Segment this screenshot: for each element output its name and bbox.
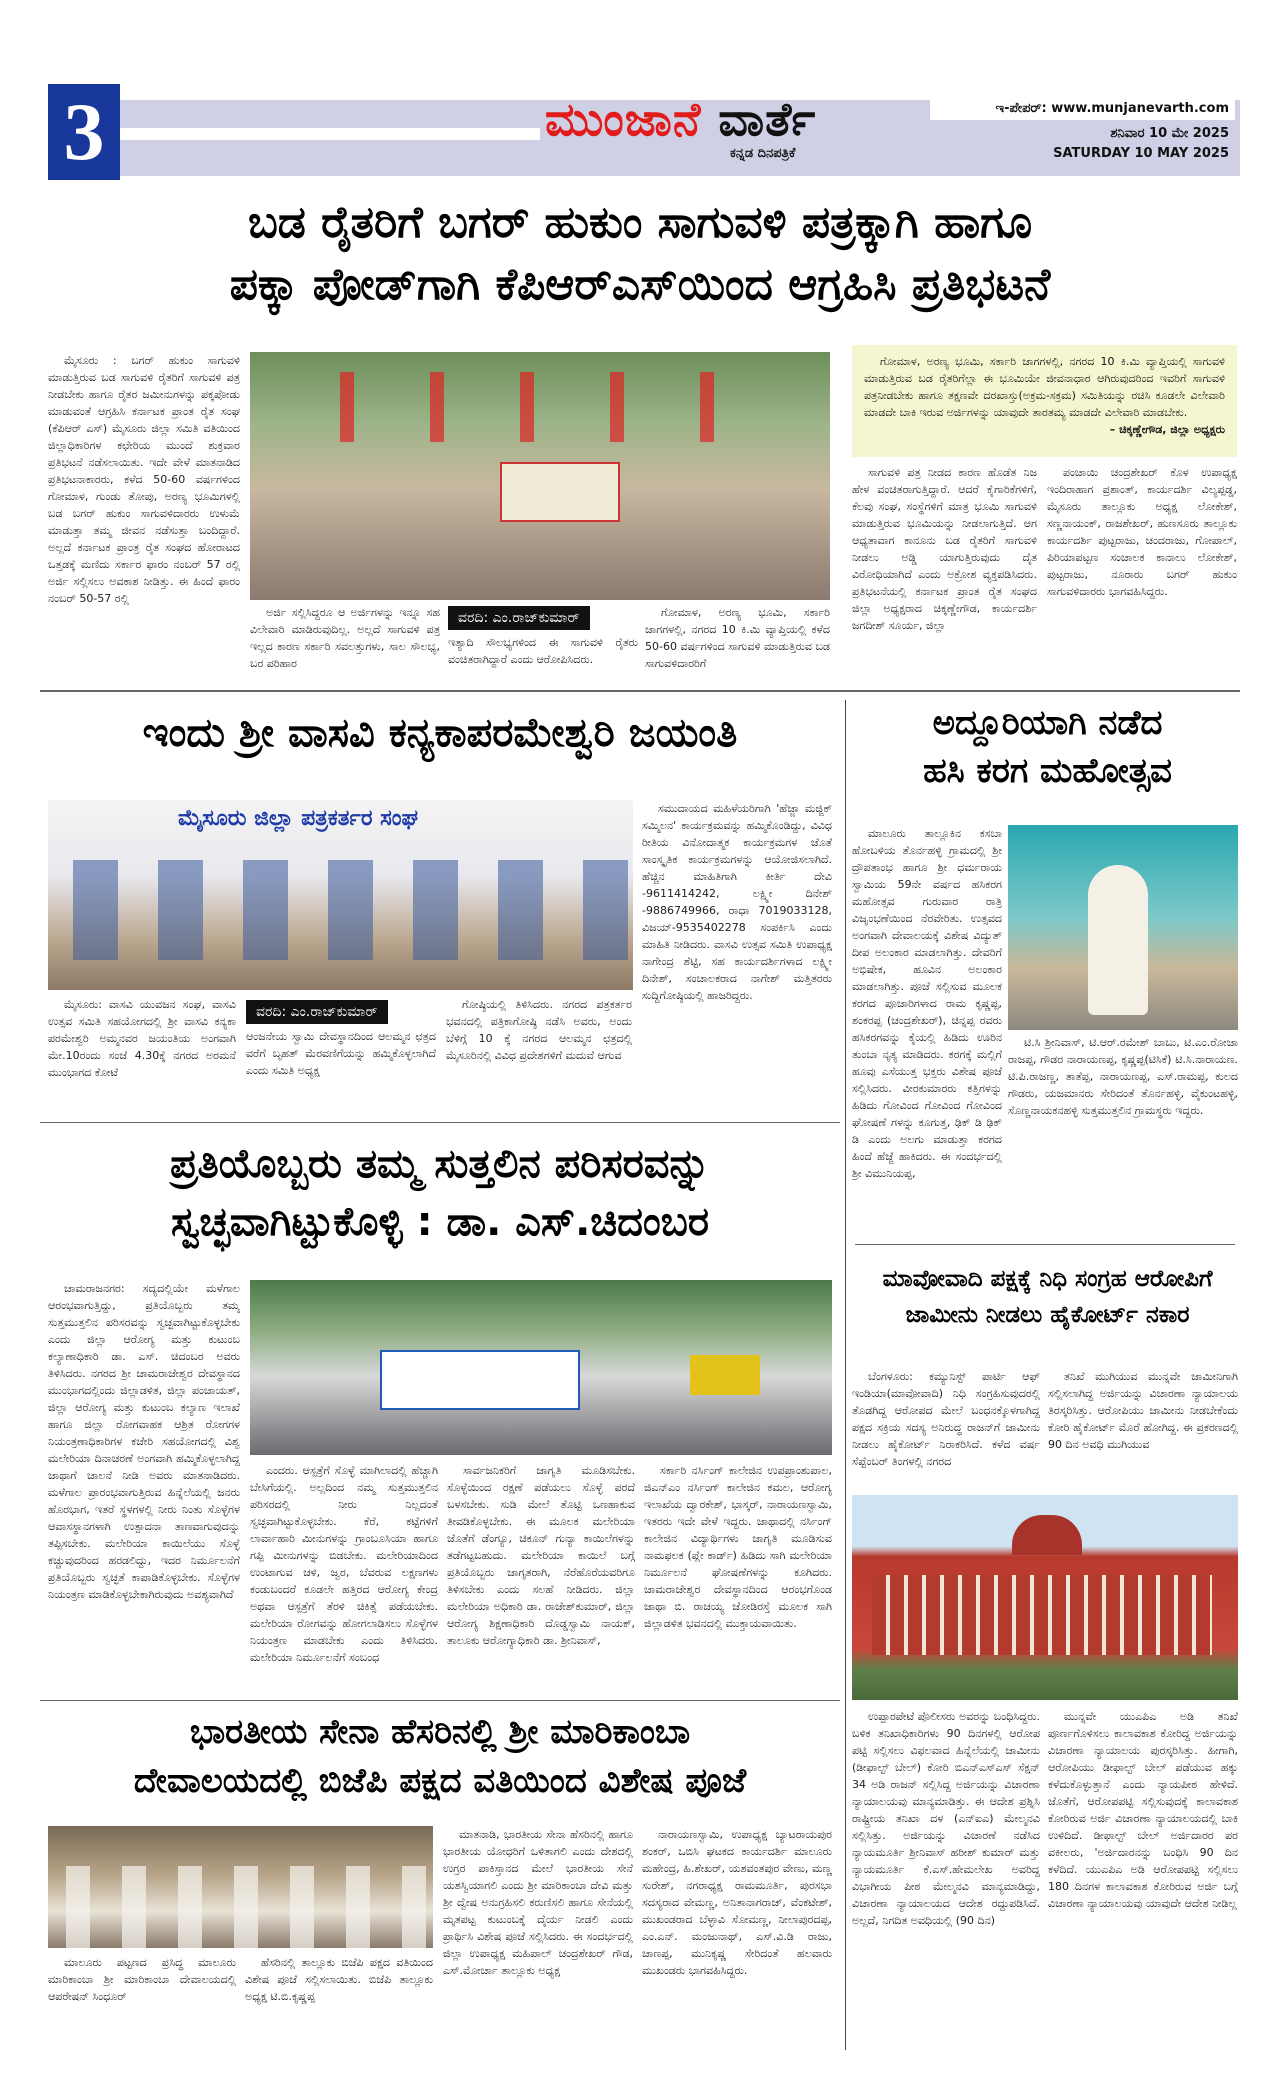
column-divider [845, 700, 846, 2050]
paragraph: ಅರ್ಜಿ ಸಲ್ಲಿಸಿದ್ದರೂ ಆ ಅರ್ಜಿಗಳನ್ನು ಇನ್ನೂ ಸಹ ವಿಲೇವಾರಿ ಮಾಡಿರುವುದಿಲ್ಲ. ಅಲ್ಲದೆ ಸಾಗುವಳಿ ಪತ್ರ ಇಲ್ಲದ ಕಾರಣ ಸರ್ಕಾರಿ ಸವಲತ್ತುಗಳು, ಸಾಲ ಸೌಲಭ್ಯ, ಬರ ಪರಿಹಾರ [250, 606, 440, 670]
protest-banner [500, 462, 620, 522]
article2-col1 [48, 996, 236, 1114]
high-court-photo [852, 1495, 1238, 1700]
headline-line: ಅದ್ದೂರಿಯಾಗಿ ನಡೆದ [932, 703, 1163, 743]
section-divider [40, 690, 1240, 692]
article1-col3: ಇತ್ಯಾದಿ ಸೌಲಭ್ಯಗಳಿಂದ ಈ ಸಾಗುವಳಿ ರೈತರು ವಂಚಿತರಾಗಿದ್ದಾರೆ ಎಂದು ಆರೋಪಿಸಿದರು. [448, 636, 638, 666]
headline-line: ಪ್ರತಿಯೊಬ್ಬರು ತಮ್ಮ ಸುತ್ತಲಿನ ಪರಿಸರವನ್ನು [170, 1141, 710, 1187]
paragraph: ಮೈಸೂರು : ಬಗರ್ ಹುಕುಂ ಸಾಗುವಳಿ ಮಾಡುತ್ತಿರುವ ಬಡ ಸಾಗುವಳಿ ರೈತರಿಗೆ ಸಾಗುವಳಿ ಪತ್ರ ನೀಡಬೇಕು ಹಾಗೂ ರೈತರ ಜಮೀನುಗಳನ್ನು ಪಕ್ಕಪೋಡು ಮಾಡುವಂತೆ ಆಗ್ರಹಿಸಿ ಕರ್ನಾಟಕ ಪ್ರಾಂತ ರೈತ ಸಂಘ (ಕೆಪಿಆರ್ ಎಸ್) ಮೈಸೂರು ಜಿಲ್ಲಾ ಸಮಿತಿ ವತಿಯಿಂದ ಜಿಲ್ಲಾಧಿಕಾರಿಗಳ ಕಛೇರಿಯ ಮುಂದೆ ಶುಕ್ರವಾರ ಪ್ರತಿಭಟನೆ ನಡೆಸಲಾಯಿತು. ಇದೇ ವೇಳೆ ಮಾತನಾಡಿದ ಪ್ರತಿಭಟನಾಕಾರರು, ಕಳೆದ 50-60 ವರ್ಷಗಳಿಂದ ಗೋಮಾಳ, ಗುಂಡು ತೋಪು, ಅರಣ್ಯ ಭೂಮಿಗಳಲ್ಲಿ ಬಡ ಬಗರ್ ಹುಕುಂ ಸಾಗುವಳಿದಾರರು ಉಳುಮೆ ಮಾಡುತ್ತಾ ತಮ್ಮ ಜೀವನ ನಡೆಸುತ್ತಾ ಬಂದಿದ್ದಾರೆ. ಅಲ್ಲದೆ ಕರ್ನಾಟಕ ಪ್ರಾಂತ್ರ ರೈತ ಸಂಘದ ಹೋರಾಟದ ಒತ್ತಡಕ್ಕೆ ಮಣಿದು ಸರ್ಕಾರ ಫಾರಂ ನಂಬರ್ 57 ರಲ್ಲಿ ಅರ್ಜಿ ಸಲ್ಲಿಸಲು ಅವಕಾಶ ನೀಡಿತ್ತು. ಈ ಹಿಂದೆ ಫಾರಂ ನಂಬರ್ 50-57 ರಲ್ಲಿ [48, 354, 240, 605]
logo-part2: ವಾರ್ತೆ [718, 92, 817, 146]
article4-col3 [447, 1462, 635, 1692]
protest-photo [250, 352, 830, 600]
article5-headline [855, 1262, 1240, 1333]
headline-line: ಮಾವೋವಾದಿ ಪಕ್ಷಕ್ಕೆ ನಿಧಿ ಸಂಗ್ರಹ ಆರೋಪಿಗೆ [882, 1266, 1213, 1292]
paragraph: ಗೋಮಾಳ, ಅರಣ್ಯ ಭೂಮಿ, ಸರ್ಕಾರಿ ಜಾಗಗಳಲ್ಲಿ, ನಗರದ 10 ಕಿ.ಮಿ ವ್ಯಾಪ್ತಿಯಲ್ಲಿ ಕಳೆದ 50-60 ವರ್ಷಗಳಿಂದ ಸಾಗುವಳಿ ಮಾಡುತ್ತಿರುವ ಬಡ ಸಾಗುವಳಿದಾರರಿಗೆ [645, 606, 830, 670]
article6-headline [40, 1708, 840, 1807]
article2-byline-block [246, 1000, 436, 1108]
article4-headline [40, 1135, 840, 1251]
paragraph: ಸರ್ಕಾರಿ ನರ್ಸಿಂಗ್ ಕಾಲೇಜಿನ ಉಪಪ್ರಾಂಶುಪಾಲ, ಜಿಎನ್‌ಎಂ ನರ್ಸಿಂಗ್ ಕಾಲೇಜಿನ ಕಮಲ, ಆರೋಗ್ಯ ಇಲಾಖೆಯ ದ್ವಾರಕೇಶ್, ಭಾಸ್ಕರ್, ನಾರಾಯಣಸ್ವಾಮಿ, ಇತರರು ಇದೇ ವೇಳೆ ಇದ್ದರು. ಜಾಥಾದಲ್ಲಿ ನರ್ಸಿಂಗ್ ಕಾಲೇಜಿನ ವಿದ್ಯಾರ್ಥಿಗಳು ಜಾಗೃತಿ ಮೂಡಿಸುವ ನಾಮಫಲಕ (ಪ್ಲೇ ಕಾರ್ಡ್) ಹಿಡಿದು ಸಾಗಿ ಮಲೇರಿಯಾ ನಿರ್ಮೂಲನೆ ಘೋಷಣೆಗಳನ್ನು ಕೂಗಿದರು. ಚಾಮರಾಜೇಶ್ವರ ದೇವಸ್ಥಾನದಿಂದ ಆರಂಭಗೊಂಡ ಜಾಥಾ ಬಿ. ರಾಚಯ್ಯ ಜೋಡಿರಸ್ತೆ ಮೂಲಕ ಸಾಗಿ ಜಿಲ್ಲಾಡಳಿತ ಭವನದಲ್ಲಿ ಮುಕ್ತಾಯವಾಯಿತು. [644, 1464, 832, 1630]
article4-col4 [644, 1462, 832, 1692]
article2-col4 [642, 800, 832, 1115]
vasavi-press-photo [48, 800, 633, 990]
issue-date [930, 124, 1235, 164]
paragraph: ಎಂದರು. ಆಸ್ಪತ್ರೆಗೆ ಸೊಳ್ಳೆ ಮಾಗಿಲಾದಲ್ಲಿ ಹೆಚ್ಚಾಗಿ ಬೇಸಿಗೆಯಲ್ಲಿ. ಅಲ್ಲದಿಂದ ನಮ್ಮ ಸುತ್ತಮುತ್ತಲಿನ ಪರಿಸರದಲ್ಲಿ ನೀರು ನಿಲ್ಲದಂತೆ ಸ್ವಚ್ಛವಾಗಿಟ್ಟುಕೊಳ್ಳಬೇಕು. ಕೆರೆ, ಕಟ್ಟೆಗಳಿಗೆ ಲಾರ್ವಾಹಾರಿ ಮೀನುಗಳನ್ನು ಗ್ರಾಂಬೂಸಿಯಾ ಹಾಗೂ ಗಪ್ಪಿ ಮೀನುಗಳನ್ನು ಬಿಡಬೇಕು. ಮಲೇರಿಯಾದಿಂದ ಉಂಟಾಗುವ ಚಳಿ, ಜ್ವರ, ಬೆವರುವ ಲಕ್ಷಣಗಳು ಕಂಡುಬಂದರೆ ಕೂಡಲೇ ಹತ್ತಿರದ ಆರೋಗ್ಯ ಕೇಂದ್ರ ಅಥವಾ ಆಸ್ಪತ್ರೆಗೆ ತೆರಳಿ ಚಿಕಿತ್ಸೆ ಪಡೆಯಬೇಕು. ಮಲೇರಿಯಾ ರೋಗವನ್ನು ಹೋಗಲಾಡಿಸಲು ಸೊಳ್ಳೆಗಳ ನಿಯಂತ್ರಣ ಮಾಡಬೇಕು ಎಂದು ತಿಳಿಸಿದರು. ಮಲೇರಿಯಾ ನಿರ್ಮೂಲನೆಗೆ ಸಂಬಂಧ [250, 1464, 438, 1664]
paragraph: ಮಾತನಾಡಿ, ಭಾರತೀಯ ಸೇನಾ ಹೆಸರಿನಲ್ಲಿ ಹಾಗೂ ಭಾರತೀಯ ಯೋಧರಿಗೆ ಒಳಿತಾಗಲಿ ಎಂದು ದೇಶದಲ್ಲಿ ಉಗ್ರರ ಪಾಕಿಸ್ತಾನದ ಮೇಲೆ ಭಾರತೀಯ ಸೇನೆ ಯಶಸ್ವಿಯಾಗಲಿ ಎಂದು ಶ್ರೀ ಮಾರಿಕಾಂಬಾ ದೇವಿ ಮತ್ತು ಶ್ರೀ ದ್ವೇಷ ಅನುಗ್ರಹಿಸಲಿ ಕರುಣಿಸಲಿ ಹಾಗೂ ಸೇನೆಯಲ್ಲಿ ಮೃತಪಟ್ಟ ಕುಟುಂಬಕ್ಕೆ ದೈರ್ಯ ನೀಡಲಿ ಎಂದು ಪ್ರಾರ್ಥಿಸಿ ವಿಶೇಷ ಪೂಜೆ ಸಲ್ಲಿಸಿದರು. ಈ ಸಂದರ್ಭದಲ್ಲಿ ಜಿಲ್ಲಾ ಉಪಾಧ್ಯಕ್ಷ ಮಹಿಪಾಲ್ ಚಂದ್ರಶೇಖರ್ ಗೌಡ, ಎಸ್.ಮೋರ್ಚಾ ತಾಲ್ಲೂಕು ಅಧ್ಯಕ್ಷ [443, 1828, 633, 1977]
paragraph: ಮುನ್ನವೇ ಯುಎಪಿಎ ಅಡಿ ತನಿಖೆ ಪೂರ್ಣಗೊಳಿಸಲು ಕಾಲಾವಕಾಶ ಕೋರಿದ್ದ ಅರ್ಜಿಯನ್ನು ವಿಚಾರಣಾ ನ್ಯಾಯಾಲಯ ಪುರಸ್ಕರಿಸಿತ್ತು. ಹೀಗಾಗಿ, ಆರೋಪಿಯು ಡೀಫಾಲ್ಟ್ ಬೇಲ್ ಪಡೆಯುವ ಹಕ್ಕು ಕಳೆದುಕೊಳ್ಳುತ್ತಾನೆ ಎಂದು ನ್ಯಾಯಪೀಠ ಹೇಳಿದೆ. ಜೊತೆಗೆ, ಆರೋಪಪಟ್ಟಿ ಸಲ್ಲಿಸುವುದಕ್ಕೆ ಕಾಲಾವಕಾಶ ಕೋರಿರುವ ಅರ್ಜಿ ವಿಚಾರಣಾ ನ್ಯಾಯಾಲಯದಲ್ಲಿ ಬಾಕಿ ಉಳಿದಿದೆ. ಡೀಫಾಲ್ಟ್ ಬೇಲ್ ಅರ್ಜಿದಾರರ ಪರ ವಕೀಲರು, 'ಅರ್ಜಿದಾರನನ್ನು ಬಂಧಿಸಿ 90 ದಿನ ಕಳೆದಿದೆ. ಯುಎಪಿಎ ಅಡಿ ಆರೋಪಪಟ್ಟಿ ಸಲ್ಲಿಸಲು 180 ದಿನಗಳ ಕಾಲಾವಕಾಶ ಕೋರಿರುವ ಅರ್ಜಿ ಬಗ್ಗೆ ವಿಚಾರಣಾ ನ್ಯಾಯಾಲಯವು ಯಾವುದೇ ಆದೇಶ ನೀಡಿಲ್ಲ [1048, 1710, 1238, 1910]
quote-text: ಗೋಮಾಳ, ಅರಣ್ಯ ಭೂಮಿ, ಸರ್ಕಾರಿ ಜಾಗಗಳಲ್ಲಿ, ನಗರದ 10 ಕಿ.ಮಿ ವ್ಯಾಪ್ತಿಯಲ್ಲಿ ಸಾಗುವಳಿ ಮಾಡುತ್ತಿರುವ ಬಡ ರೈತರಿಗೆಲ್ಲಾ ಈ ಭೂಮಿಯೇ ಜೀವನಾಧಾರ ಆಗಿರುವುದರಿಂದ ಇವರಿಗೆ ಸಾಗುವಳಿ ಪತ್ರನೀಡಬೇಕು ಹಾಗೂ ತಕ್ಷಣವೇ ದರಖಾಸ್ತು(ಅಕ್ರಮ-ಸಕ್ರಮ) ಸಮಿತಿಯನ್ನು ರಚಿಸಿ ಕೂಡಲೇ ವಿಲೇವಾರಿ ಮಾಡದೇ ಬಾಕಿ ಇರುವ ಅರ್ಜಿಗಳನ್ನು ಯಾವುದೇ ತಾರತಮ್ಯ ಮಾಡದೇ ವಿಲೇವಾರಿ ಮಾಡಬೇಕು. [864, 355, 1225, 419]
article6-caption2 [245, 1954, 433, 2014]
paragraph: ಉಪ್ಪಾರಪೇಟೆ ಪೊಲೀಸರು ಅವರನ್ನು ಬಂಧಿಸಿದ್ದರು. ಬಳಿಕ ತನಿಖಾಧಿಕಾರಿಗಳು 90 ದಿನಗಳಲ್ಲಿ ಆರೋಪ ಪಟ್ಟಿ ಸಲ್ಲಿಸಲು ವಿಫಲವಾದ ಹಿನ್ನೆಲೆಯಲ್ಲಿ ಜಾಮೀನು (ಡೀಫಾಲ್ಟ್ ಬೇಲ್) ಕೋರಿ ಬಿಎನ್ಎಸ್ಎಸ್ ಸೆಕ್ಷನ್ 34 ಅಡಿ ರಾಜನ್ ಸಲ್ಲಿಸಿದ್ದ ಅರ್ಜಿಯನ್ನು ವಿಚಾರಣಾ ನ್ಯಾಯಾಲಯವು ಮಾನ್ಯಮಾಡಿತ್ತು. ಈ ಆದೇಶ ಪ್ರಶ್ನಿಸಿ ರಾಷ್ಟ್ರೀಯ ತನಿಖಾ ದಳ (ಎನ್ಐಎ) ಮೇಲ್ಮನವಿ ಸಲ್ಲಿಸಿತ್ತು. ಅರ್ಜಿಯನ್ನು ವಿಚಾರಣೆ ನಡೆಸಿದ ನ್ಯಾಯಮೂರ್ತಿ ಶ್ರೀನಿವಾಸ್ ಹರೀಶ್ ಕುಮಾರ್ ಮತ್ತು ನ್ಯಾಯಮೂರ್ತಿ ಕೆ.ಎಸ್.ಹೇಮಲೇಖ ಅವರಿದ್ದ ವಿಭಾಗೀಯ ಪೀಠ ಮೇಲ್ಮನವಿ ಮಾನ್ಯಮಾಡಿದ್ದು, ವಿಚಾರಣಾ ನ್ಯಾಯಾಲಯದ ಆದೇಶ ರದ್ದುಪಡಿಸಿದೆ. ಅಲ್ಲದೆ, ನಿಗದಿತ ಅವಧಿಯಲ್ಲಿ (90 ದಿನ) [852, 1710, 1040, 1927]
court-columns [872, 1575, 1212, 1655]
date-english: SATURDAY 10 MAY 2025 [1053, 146, 1229, 161]
red-flags [290, 372, 790, 442]
paragraph: ನಾರಾಯಣಸ್ವಾಮಿ, ಉಪಾಧ್ಯಕ್ಷ ಬ್ಯಾಟರಾಯಪುರ ಶಂಕರ್, ಒಬಿಸಿ ಘಟಕದ ಕಾರ್ಯದರ್ಶಿ ಮಾಲೂರು ಮಹೇಂದ್ರ, ಹಿ.ಶೇಖರ್, ಯಶವಂತಪುರ ವೇಣು, ಮಣ್ಣ ಸುರೇಶ್, ನಗರಾಧ್ಯಕ್ಷ ರಾಮಮೂರ್ತಿ, ಪುರಸಭಾ ಸದಸ್ಯರಾದ ವೇಮಣ್ಣ, ಅನಿತಾನಾಗರಾಜ್, ವೆಂಕಟೇಶ್, ಮುಖಂಡರಾದ ಬೆಳ್ಳಾವಿ ಸೋಮಣ್ಣ, ನೀಲಾಪುರದಪ್ಪ, ಎಂ.ಎನ್. ಮಂಜುನಾಥ್, ಎಸ್.ವಿ.ಡಿ ರಾಜು, ಚಾಣಪ್ಪ, ಮುನಿಕೃಷ್ಣ ಸೇರಿದಂತೆ ಹಲವಾರು ಮುಖಂಡರು ಭಾಗವಹಿಸಿದ್ದರು. [642, 1828, 832, 1977]
section-divider [855, 1244, 1235, 1245]
banner-text: ಮೈಸೂರು ಜಿಲ್ಲಾ ಪತ್ರಕರ್ತರ ಸಂಘ [178, 806, 419, 831]
paragraph: ಸಮುದಾಯದ ಮಹಿಳೆಯರಿಗಾಗಿ 'ಹೆಜ್ಜಾ ಮಜ್ಜಿಕ್ ಸಮ್ಮಿಲನ' ಕಾರ್ಯಕ್ರಮವನ್ನು ಹಮ್ಮಿಕೊಂಡಿದ್ದು, ವಿವಿಧ ರೀತಿಯ ವಿನೋದಾತ್ಮಕ ಕಾರ್ಯಕ್ರಮಗಳ ಜೊತೆ ಸಾಂಸ್ಕೃತಿಕ ಕಾರ್ಯಕ್ರಮಗಳನ್ನು ಆಯೋಜಿಸಲಾಗಿದೆ. ಹೆಚ್ಚಿನ ಮಾಹಿತಿಗಾಗಿ ಕೀರ್ತಿ ದೇವಿ -9611414242, ಲಕ್ಷ್ಮೀ ದಿನೇಶ್ -9886749966, ರಾಧಾ 7019033128, ವಿಜಯ್-9535402278 ಸಂಪರ್ಕಿಸಿ ಎಂದು ಮಾಹಿತಿ ನೀಡಿದರು. ವಾಸವಿ ಉತ್ಸವ ಸಮಿತಿ ಉಪಾಧ್ಯಕ್ಷ ನಾಗೇಂದ್ರ ಶೆಟ್ಟಿ, ಸಹ ಕಾರ್ಯದರ್ಶಿಗಳಾದ ಲಕ್ಷ್ಮೀ ದಿನೇಶ್, ಸಂಚಾಲಕರಾದ ನಾಗೇಶ್ ಮತ್ತಿತರರು ಸುದ್ದಿಗೋಷ್ಠಿಯಲ್ಲಿ ಹಾಜರಿದ್ದರು. [642, 802, 832, 1002]
rally-banner [380, 1350, 580, 1410]
pull-quote [852, 345, 1237, 457]
malaria-rally-photo [250, 1280, 832, 1455]
headline-line: ಸ್ವಚ್ಛವಾಗಿಟ್ಟುಕೊಳ್ಳಿ : ಡಾ. ಎಸ್.ಚಿದಂಬರ [171, 1199, 709, 1245]
people-group [48, 1866, 433, 1948]
paragraph: ಬೆಂಗಳೂರು: ಕಮ್ಯುನಿಸ್ಟ್ ಪಾರ್ಟಿ ಆಫ್ ಇಂಡಿಯಾ(ಮಾವೋವಾದಿ) ನಿಧಿ ಸಂಗ್ರಹಿಸುವುದರಲ್ಲಿ ತೊಡಗಿದ್ದ ಆರೋಪದ ಮೇಲೆ ಬಂಧನಕ್ಕೊಳಗಾಗಿದ್ದ ಪಕ್ಷದ ಸಕ್ರಿಯ ಸದಸ್ಯ ಅನಿರುದ್ಧ ರಾಜನ್‌ಗೆ ಜಾಮೀನು ನೀಡಲು ಹೈಕೋರ್ಟ್ ನಿರಾಕರಿಸಿದೆ. ಕಳೆದ ವರ್ಷ ಸೆಪ್ಟೆಂಬರ್ ತಿಂಗಳಲ್ಲಿ ನಗರದ [852, 1370, 1040, 1468]
article6-col1 [443, 1826, 633, 2048]
paragraph: ಗೋಷ್ಠಿಯಲ್ಲಿ ತಿಳಿಸಿದರು. ನಗರದ ಪತ್ರಕರ್ತರ ಭವನದಲ್ಲಿ ಪತ್ರಿಕಾಗೋಷ್ಠಿ ನಡೆಸಿ ಅವರು, ಅಂದು ಬೆಳಿಗ್ಗೆ 10 ಕ್ಕೆ ನಗರದ ಆಲಮ್ಮನ ಛತ್ರದಲ್ಲಿ ಮೈಸೂರಿನಲ್ಲಿ ವಿವಿಧ ಪ್ರದೇಶಗಳಿಗೆ ಮದುವೆ ಆಗುವ [446, 998, 632, 1062]
article2-col3 [446, 996, 632, 1114]
article3-col1 [852, 825, 1002, 1230]
article1-col2 [250, 604, 440, 676]
date-kannada: ಶನಿವಾರ 10 ಮೇ 2025 [1110, 126, 1229, 141]
temple-puja-photo [48, 1826, 433, 1948]
article3-col2 [1008, 1034, 1238, 1230]
article6-caption1 [48, 1954, 236, 2014]
logo-part1: ಮುಂಜಾನೆ [545, 92, 702, 146]
paragraph: ಮಾಲೂರು ತಾಲ್ಲೂಕಿನ ಕಸಬಾ ಹೋಬಳಿಯ ತೊರ್ನಹಳ್ಳಿ ಗ್ರಾಮದಲ್ಲಿ ಶ್ರೀ ದ್ರೌಪತಾಂಭ ಹಾಗೂ ಶ್ರೀ ಧರ್ಮರಾಯ ಸ್ವಾಮಿಯ 59ನೇ ವರ್ಷದ ಹಸಿಕರಗ ಮಹೋತ್ಸವ ಗುರುವಾರ ರಾತ್ರಿ ವಿಜೃಂಭಣೆಯಿಂದ ನೆರವೇರಿತು. ಉತ್ಸವದ ಅಂಗವಾಗಿ ದೇವಾಲಯಕ್ಕೆ ವಿಶೇಷ ವಿದ್ಯುತ್ ದೀಪ ಅಲಂಕಾರ ಮಾಡಲಾಗಿತ್ತು. ದೇವರಿಗೆ ಅಭಿಷೇಕ, ಹೂವಿನ ಅಲಂಕಾರ ಮಾಡಲಾಗಿತ್ತು. ಪೂಜೆ ಸಲ್ಲಿಸುವ ಮೂಲಕ ಕರಗದ ಪೂಜಾರಿಗಳಾದ ರಾಮ ಕೃಷ್ಣಪ್ಪ, ಶಂಕರಪ್ಪ (ಚಂದ್ರಶೇಖರ್), ಚಿನ್ನಪ್ಪ ರವರು ಹಸಿಕರಗವನ್ನು ಕೈಯಲ್ಲಿ ಹಿಡಿದು ಊರಿನ ತುಂಬಾ ನೃತ್ಯ ಮಾಡಿದರು. ಕರಗಕ್ಕೆ ಮಲ್ಲಿಗೆ ಹೂವು ಎಸೆಯುತ್ತ ಭಕ್ತರು ವಿಶೇಷ ಪೂಜೆ ಸಲ್ಲಿಸಿದರು. ವೀರಕುಮಾರರು ಕತ್ತಿಗಳನ್ನು ಹಿಡಿದು ಗೋವಿಂದ ಗೋವಿಂದ ಗೋವಿಂದ ಘೋಷಣೆ ಗಳನ್ನು ಕೂಗುತ್ತ, ಢಿಕ್ ಡಿ ಢಿಕ್ ಡಿ ಎಂದು ಅಲಗು ಮಾಡುತ್ತಾ ಕರಗದ ಹಿಂದೆ ಹೆಜ್ಜೆ ಹಾಕಿದರು. ಈ ಸಂದರ್ಭದಲ್ಲಿ ಶ್ರೀ ವಿಮುನಿಯಪ್ಪ, [852, 827, 1002, 1180]
article2-col2: ಆಂಜನೇಯ ಸ್ವಾಮಿ ದೇವಸ್ಥಾನದಿಂದ ಆಲಮ್ಮನ ಛತ್ರದ ವರೆಗೆ ಬೃಹತ್ ಮೆರವಣಿಗೆಯನ್ನು ಹಮ್ಮಿಕೊಳ್ಳಲಾಗಿದೆ ಎಂದು ಸಮಿತಿ ಅಧ್ಯಕ್ಷ [246, 1030, 436, 1077]
yellow-banner [690, 1355, 760, 1395]
newspaper-logo [545, 92, 816, 148]
article2-headline: ಇಂದು ಶ್ರೀ ವಾಸವಿ ಕನ್ಯಕಾಪರಮೇಶ್ವರಿ ಜಯಂತಿ [142, 710, 738, 756]
byline: ವರದಿ: ಎಂ.ರಾಜ್‌ಕುಮಾರ್ [448, 606, 590, 630]
headline-line: ದೇವಾಲಯದಲ್ಲಿ ಬಿಜೆಪಿ ಪಕ್ಷದ ವತಿಯಿಂದ ವಿಶೇಷ ಪೂಜೆ [133, 1761, 747, 1802]
paragraph: ಸಾರ್ವಜನಿಕರಿಗೆ ಜಾಗೃತಿ ಮೂಡಿಸಬೇಕು. ಸೊಳ್ಳೆಯಿಂದ ರಕ್ಷಣೆ ಪಡೆಯಲು ಸೊಳ್ಳೆ ಪರದೆ ಬಳಸಬೇಕು. ಸುಡಿ ಮೇಲೆ ತೊಟ್ಟಿ ಒಣಹಾಕುವ ತೀವಡಿಕೊಳ್ಳಬೇಕು. ಈ ಮೂಲಕ ಮಲೇರಿಯಾ ಜೊತೆಗೆ ಡೆಂಗ್ಯೂ, ಚಿಕೂನ್ ಗುನ್ಯಾ ಕಾಯಿಲೆಗಳನ್ನು ತಡೆಗಟ್ಟಬಹುದು. ಮಲೇರಿಯಾ ಕಾಯಿಲೆ ಬಗ್ಗೆ ಪ್ರತಿಯೊಬ್ಬರು ಜಾಗೃತರಾಗಿ, ನೆರೆಹೊರೆಯವರಿಗೂ ತಿಳಿಸಬೇಕು ಎಂದು ಸಲಹೆ ನೀಡಿದರು. ಜಿಲ್ಲಾ ಮಲೇರಿಯಾ ಅಧಿಕಾರಿ ಡಾ. ರಾಜೇಶ್‌ಕುಮಾರ್, ಜಿಲ್ಲಾ ಆರೋಗ್ಯ ಶಿಕ್ಷಣಾಧಿಕಾರಿ ದೊಡ್ಡಸ್ವಾಮಿ ನಾಯಕ್, ತಾಲೂಕು ಆರೋಗ್ಯಾಧಿಕಾರಿ ಡಾ. ಶ್ರೀನಿವಾಸ್, [447, 1464, 635, 1647]
article1-headline [40, 192, 1240, 315]
section-divider [40, 1700, 840, 1701]
headline-line: ಬಡ ರೈತರಿಗೆ ಬಗರ್ ಹುಕುಂ ಸಾಗುವಳಿ ಪತ್ರಕ್ಕಾಗಿ ಹಾಗೂ [247, 197, 1033, 248]
section-divider [40, 1122, 840, 1123]
headline-line: ಹಸಿ ಕರಗ ಮಹೋತ್ಸವ [923, 750, 1172, 791]
paragraph: ಸಾಗುವಳಿ ಪತ್ರ ನೀಡದ ಕಾರಣ ಹೊಡೆತ ನಿಜ ಹೇಳ ವಂಚಿತರಾಗುತ್ತಿದ್ದಾರೆ. ಆದರೆ ಕೈಗಾರಿಕೆಗಳಿಗೆ, ಕೆಲವು ಸಂಘ, ಸಂಸ್ಥೆಗಳಿಗೆ ಮಾತ್ರ ಭೂಮಿ ಸಾಗುವಳಿ ಮಾಡುತ್ತಿರುವ ಭೂಮಿಯನ್ನು ನೀಡಲಾಗುತ್ತಿದೆ. ಆಗ ಆಧ್ಯತಾವಾಗ ಕಾನೂನು ಬಡ ರೈತರಿಗೆ ಸಾಗುವಳಿ ನೀಡಲು ಅಡ್ಡಿ ಯಾಗುತ್ತಿರುವುದು ದೈತ ವಿರೋಧಿಯಾಗಿದೆ ಎಂದು ಅಕ್ರೋಶ ವ್ಯಕ್ತಪಡಿಸಿದರು. ಪ್ರತಿಭಟನೆಯಲ್ಲಿ ಕರ್ನಾಟಕ ಪ್ರಾಂತ ರೈತ ಸಂಘದ ಜಿಲ್ಲಾ ಅಧ್ಯಕ್ಷರಾದ ಚಿಕ್ಕಣ್ಣೇಗೌಡ, ಕಾರ್ಯದರ್ಶಿ ಜಗದೀಶ್ ಸೂರ್ಯ, ಜಿಲ್ಲಾ [852, 466, 1037, 632]
article6-col2 [642, 1826, 832, 2048]
article1-col5 [852, 464, 1037, 676]
karaga-figure [1088, 865, 1148, 1015]
headline-line: ಜಾಮೀನು ನೀಡಲು ಹೈಕೋರ್ಟ್ ನಕಾರ [905, 1301, 1190, 1328]
court-dome [1012, 1515, 1082, 1555]
paragraph: ಪಂಚಾಯಿ ಚಂದ್ರಶೇಖರ್ ಕೊಳ ಉಪಾಧ್ಯಕ್ಷ ಇಂದಿರಾಹಾಗ ಪ್ರಶಾಂತ್, ಕಾರ್ಯದರ್ಶಿ ವಿಲ್ಯಪ್ಪಡ್ಡ, ಮೈಸೂರು ತಾಲ್ಲೂಕು ಅಧ್ಯಕ್ಷ ಲೋಕೇಶ್, ಸಣ್ಣನಾಯಂಕ್, ರಾಜಶೇಖರ್, ಹುಣಸೂರು ತಾಲ್ಲೂಕು ಕಾರ್ಯದರ್ಶಿ ಪುಟ್ಟರಾಜು, ಚಂದರಾಜು, ಗೋಪಾಲ್, ಪಿರಿಯಾಪಟ್ಟಣ ಸಂಚಾಲಕ ಕಾನಾಲು ಲೋಕೇಶ್, ಪುಟ್ಟರಾಜು, ನೂರಾರು ಬಗರ್ ಹುಕುಂ ಸಾಗುವಳಿದಾರರು ಭಾಗವಹಿಸಿದ್ದರು. [1047, 466, 1237, 598]
article5-col3 [852, 1708, 1040, 2053]
article4-col2 [250, 1462, 438, 1692]
tagline: ಕನ್ನಡ ದಿನಪತ್ರಿಕೆ [730, 146, 796, 161]
article4-col1 [48, 1280, 240, 1692]
paragraph: ಮಾಲೂರು ಪಟ್ಟಣದ ಪ್ರಸಿದ್ಧ ಮಾಲೂರು ಮಾರಿಕಾಂಬಾ ಶ್ರೀ ಮಾರಿಕಾಂಬಾ ದೇವಾಲಯದಲ್ಲಿ ಆಪರೇಷನ್ ಸಿಂಧೂರ್ [48, 1956, 236, 2003]
article5-col4 [1048, 1708, 1238, 2053]
paragraph: ಟಿ.ಸಿ ಶ್ರೀನಿವಾಸ್, ಟಿ.ಆರ್.ರಮೇಶ್ ಬಾಬು, ಟಿ.ಎಂ.ರೋಜಾ ರಾಜಪ್ಪ, ಗೌಡರ ನಾರಾಯಣಪ್ಪ, ಕೃಷ್ಣಪ್ಪ(ಟಿಸಿಕೆ) ಟಿ.ಸಿ.ನಾರಾಯಣ. ಟಿ.ಪಿ.ರಾಜಣ್ಣ, ತಾತೆಪ್ಪ, ನಾರಾಯಣಪ್ಪ, ಎಸ್.ರಾಮಪ್ಪ, ಕುಲದ ಗೌಡರು, ಯಜಮಾನರು ಸೇರಿದಂತೆ ತೊರ್ನಹಳ್ಳಿ, ವೈಕುಂಟಹಳ್ಳಿ, ಸೊಣ್ಣನಾಯಕನಹಳ್ಳಿ ಸುತ್ತಮುತ್ತಲಿನ ಗ್ರಾಮಸ್ಥರು ಇದ್ದರು. [1008, 1036, 1238, 1117]
people-group [48, 860, 633, 960]
masthead-rule [120, 128, 540, 140]
paragraph: ಹೆಸರಿನಲ್ಲಿ ತಾಲ್ಲೂಕು ಬಿಜೆಪಿ ಪಕ್ಷದ ವತಿಯಿಂದ ವಿಶೇಷ ಪೂಜೆ ಸಲ್ಲಿಸಲಾಯಿತು. ಬಿಜೆಪಿ ತಾಲ್ಲೂಕು ಅಧ್ಯಕ್ಷ ಟಿ.ಬಿ.ಕೃಷ್ಣಪ್ಪ [245, 1956, 433, 2003]
headline-line: ಭಾರತೀಯ ಸೇನಾ ಹೆಸರಿನಲ್ಲಿ ಶ್ರೀ ಮಾರಿಕಾಂಬಾ [189, 1712, 691, 1752]
article3-headline [855, 700, 1240, 795]
article1-col1 [48, 352, 240, 677]
article5-col1 [852, 1368, 1040, 1490]
byline: ವರದಿ: ಎಂ.ರಾಜ್‌ಕುಮಾರ್ [246, 1000, 388, 1024]
quote-author: – ಚಿಕ್ಕಣ್ಣೇಗೌಡ, ಜಿಲ್ಲಾ ಅಧ್ಯಕ್ಷರು [1109, 423, 1225, 436]
article1-col4 [645, 604, 830, 676]
karaga-photo [1008, 825, 1238, 1030]
headline-line: ಪಕ್ಕಾ ಪೋಡ್‌ಗಾಗಿ ಕೆಪಿಆರ್‌ಎಸ್‌ಯಿಂದ ಆಗ್ರಹಿಸಿ ಪ್ರತಿಭಟನೆ [229, 258, 1051, 310]
website-link[interactable]: ಇ-ಪೇಪರ್: www.munjanevarth.com [930, 98, 1235, 120]
paragraph: ಮೈಸೂರು: ವಾಸವಿ ಯುವಜನ ಸಂಘ, ವಾಸವಿ ಉತ್ಸವ ಸಮಿತಿ ಸಹಯೋಗದಲ್ಲಿ ಶ್ರೀ ವಾಸವಿ ಕನ್ಯಕಾ ಪರಮೇಶ್ವರಿ ಅಮ್ಮನವರ ಜಯಂತಿಯ ಅಂಗವಾಗಿ ಮೇ.10ರಂದು ಸಂಜೆ 4.30ಕ್ಕೆ ನಗರದ ಅರಮನೆ ಮುಂಭಾಗದ ಕೋಟೆ [48, 998, 236, 1079]
article1-byline-block [448, 606, 638, 668]
article1-col6 [1047, 464, 1237, 676]
article5-col2 [1048, 1368, 1238, 1490]
paragraph: ಚಾಮರಾಜನಗರ: ಸದ್ಯದಲ್ಲಿಯೇ ಮಳೆಗಾಲ ಆರಂಭವಾಗುತ್ತಿದ್ದು, ಪ್ರತಿಯೊಬ್ಬರು ತಮ್ಮ ಸುತ್ತಮುತ್ತಲಿನ ಪರಿಸರವನ್ನು ಸ್ವಚ್ಛವಾಗಿಟ್ಟುಕೊಳ್ಳಬೇಕು ಎಂದು ಜಿಲ್ಲಾ ಆರೋಗ್ಯ ಮತ್ತು ಕುಟುಂಬ ಕಲ್ಯಾಣಾಧಿಕಾರಿ ಡಾ. ಎಸ್. ಚಿದಂಬರ ಅವರು ತಿಳಿಸಿದರು. ನಗರದ ಶ್ರೀ ಚಾಮರಾಜೇಶ್ವರ ದೇವಸ್ಥಾನದ ಮುಂಭಾಗದಲ್ಲಿಂದು ಜಿಲ್ಲಾಡಳಿತ, ಜಿಲ್ಲಾ ಪಂಚಾಯತ್, ಜಿಲ್ಲಾ ಆರೋಗ್ಯ ಮತ್ತು ಕುಟುಂಬ ಕಲ್ಯಾಣ ಇಲಾಖೆ ಹಾಗೂ ಜಿಲ್ಲಾ ರೋಗವಾಹಕ ಆಶ್ರಿತ ರೋಗಗಳ ನಿಯಂತ್ರಣಾಧಿಕಾರಿಗಳ ಕಚೇರಿ ಸಹಯೋಗದಲ್ಲಿ ವಿಶ್ವ ಮಲೇರಿಯಾ ದಿನಾಚರಣೆ ಅಂಗವಾಗಿ ಹಮ್ಮಿಕೊಳ್ಳಲಾಗಿದ್ದ ಜಾಥಾಗೆ ಚಾಲನೆ ನೀಡಿ ಅವರು ಮಾತನಾಡಿದರು. ಮಳೆಗಾಲ ಪ್ರಾರಂಭವಾಗುತ್ತಿರುವ ಹಿನ್ನೆಲೆಯಲ್ಲಿ ಜನರು ಹೊರಭಾಗ, ಇತರೆ ಸ್ಥಳಗಳಲ್ಲಿ ನೀರು ನಿಂತು ಸೊಳ್ಳೆಗಳ ಆವಾಸಸ್ಥಾನಗಳಾಗಿ ಉತ್ಪಾದನಾ ತಾಣವಾಗುವುದನ್ನು ತಪ್ಪಿಸಬೇಕು. ಮಲೇರಿಯಾ ಕಾಯಿಲೆಯು ಸೊಳ್ಳೆ ಕಚ್ಚುವುದರಿಂದ ಹರಡಲಿದ್ದು, ಇದರ ನಿರ್ಮೂಲನೆಗೆ ಪ್ರತಿಯೊಬ್ಬರು ಸ್ವಚ್ಛತೆ ಕಾಪಾಡಿಕೊಳ್ಳಬೇಕು. ಸೊಳ್ಳೆಗಳ ನಿಯಂತ್ರಣ ಮಾಡಿಕೊಳ್ಳಬೇಕಾಗಿರುವುದು ಅವಶ್ಯವಾಗಿದೆ [48, 1282, 240, 1601]
paragraph: ತನಿಖೆ ಮುಗಿಯುವ ಮುನ್ನವೇ ಜಾಮೀನಿಗಾಗಿ ಸಲ್ಲಿಸಲಾಗಿದ್ದ ಅರ್ಜಿಯನ್ನು ವಿಚಾರಣಾ ನ್ಯಾಯಾಲಯ ತಿರಸ್ಕರಿಸಿತ್ತು. ಆರೋಪಿಯು ಜಾಮೀನು ನೀಡಬೇಕೆಂದು ಕೋರಿ ಹೈಕೋರ್ಟ್ ಮೊರೆ ಹೋಗಿದ್ದ. ಈ ಪ್ರಕರಣದಲ್ಲಿ 90 ದಿನ ಅವಧಿ ಮುಗಿಯುವ [1048, 1370, 1238, 1451]
page-number: 3 [48, 84, 120, 180]
